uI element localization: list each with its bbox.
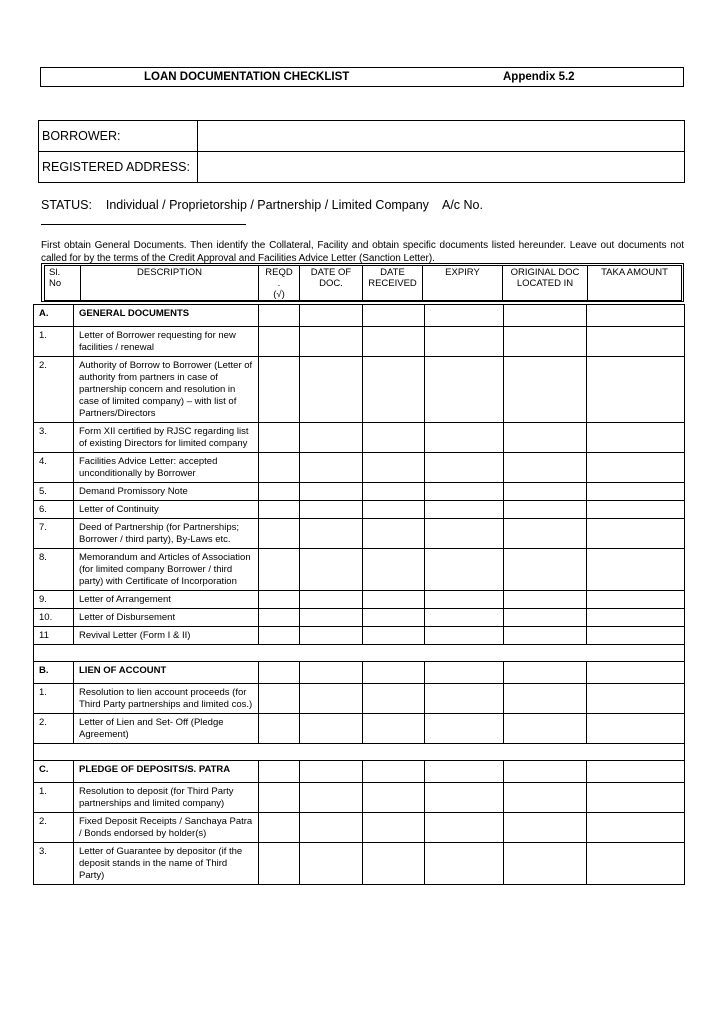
document-description: Deed of Partnership (for Partnerships; Borrower / third party), By-Laws etc.: [74, 519, 259, 549]
date-of-doc-cell[interactable]: [300, 327, 363, 357]
expiry-cell[interactable]: [425, 501, 504, 519]
col-header-original-doc: ORIGINAL DOC LOCATED IN: [503, 266, 588, 301]
col-header-expiry: EXPIRY: [423, 266, 503, 301]
taka-amount-cell[interactable]: [587, 783, 685, 813]
taka-amount-cell[interactable]: [587, 501, 685, 519]
expiry-cell[interactable]: [425, 423, 504, 453]
original-doc-cell[interactable]: [504, 783, 587, 813]
reqd-cell[interactable]: [259, 783, 300, 813]
serial-number: 4.: [34, 453, 74, 483]
reqd-cell[interactable]: [259, 423, 300, 453]
original-doc-cell[interactable]: [504, 453, 587, 483]
section-row: [34, 761, 685, 783]
date-received-cell: [363, 662, 425, 684]
serial-number: 1.: [34, 684, 74, 714]
table-row: [34, 843, 685, 885]
section-title: LIEN OF ACCOUNT: [74, 662, 259, 684]
expiry-cell[interactable]: [425, 327, 504, 357]
date-received-cell[interactable]: [363, 483, 425, 501]
spacer-row: [34, 744, 685, 761]
table-row: [34, 453, 685, 483]
document-description: Letter of Arrangement: [74, 591, 259, 609]
document-description: Letter of Guarantee by depositor (if the deposit stands in the name of Third Party): [74, 843, 259, 885]
borrower-label: BORROWER:: [39, 121, 198, 152]
date-received-cell[interactable]: [363, 501, 425, 519]
reqd-cell[interactable]: [259, 609, 300, 627]
checklist-header: [40, 67, 684, 87]
column-header-table: [44, 265, 682, 301]
taka-amount-cell[interactable]: [587, 714, 685, 744]
serial-number: 1.: [34, 327, 74, 357]
document-description: Memorandum and Articles of Association (for limited company Borrower / third party) with Certificate of Incorporation: [74, 549, 259, 591]
document-description: Form XII certified by RJSC regarding list of existing Directors for limited company: [74, 423, 259, 453]
table-row: [34, 684, 685, 714]
taka-amount-cell[interactable]: [587, 549, 685, 591]
document-description: Letter of Disbursement: [74, 609, 259, 627]
appendix-label: Appendix 5.2: [503, 71, 575, 83]
original-doc-cell: [504, 662, 587, 684]
expiry-cell: [425, 761, 504, 783]
original-doc-cell[interactable]: [504, 357, 587, 423]
spacer-row: [34, 645, 685, 662]
date-of-doc-cell: [300, 662, 363, 684]
table-row: [34, 714, 685, 744]
serial-number: 1.: [34, 783, 74, 813]
date-of-doc-cell[interactable]: [300, 783, 363, 813]
table-row: [34, 627, 685, 645]
expiry-cell: [425, 662, 504, 684]
reqd-cell[interactable]: [259, 357, 300, 423]
col-header-date-of-doc: DATE OF DOC.: [300, 266, 363, 301]
expiry-cell[interactable]: [425, 357, 504, 423]
serial-number: 2.: [34, 357, 74, 423]
original-doc-cell[interactable]: [504, 714, 587, 744]
table-row: [34, 549, 685, 591]
original-doc-cell[interactable]: [504, 627, 587, 645]
reqd-cell[interactable]: [259, 627, 300, 645]
expiry-cell[interactable]: [425, 627, 504, 645]
serial-number: 2.: [34, 714, 74, 744]
taka-amount-cell[interactable]: [587, 609, 685, 627]
document-description: Authority of Borrow to Borrower (Letter of authority from partners in case of partnership concern and resolution in case of limited company) – with list of Partners/Directors: [74, 357, 259, 423]
date-received-cell[interactable]: [363, 327, 425, 357]
taka-amount-cell[interactable]: [587, 357, 685, 423]
expiry-cell: [425, 305, 504, 327]
expiry-cell[interactable]: [425, 483, 504, 501]
date-received-cell[interactable]: [363, 714, 425, 744]
reqd-cell: [259, 761, 300, 783]
reqd-cell[interactable]: [259, 453, 300, 483]
original-doc-cell[interactable]: [504, 813, 587, 843]
section-letter: B.: [34, 662, 74, 684]
expiry-cell[interactable]: [425, 549, 504, 591]
document-description: Resolution to deposit (for Third Party partnerships and limited company): [74, 783, 259, 813]
original-doc-cell[interactable]: [504, 423, 587, 453]
reqd-cell[interactable]: [259, 684, 300, 714]
col-header-reqd: REQD . (√): [259, 266, 300, 301]
date-received-cell[interactable]: [363, 519, 425, 549]
taka-amount-cell[interactable]: [587, 627, 685, 645]
section-letter: C.: [34, 761, 74, 783]
taka-amount-cell[interactable]: [587, 519, 685, 549]
expiry-cell[interactable]: [425, 609, 504, 627]
expiry-cell[interactable]: [425, 591, 504, 609]
col-header-taka-amount: TAKA AMOUNT: [588, 266, 682, 301]
table-row: [34, 813, 685, 843]
date-of-doc-cell[interactable]: [300, 684, 363, 714]
original-doc-cell[interactable]: [504, 843, 587, 885]
table-row: [34, 519, 685, 549]
date-received-cell[interactable]: [363, 423, 425, 453]
section-row: [34, 305, 685, 327]
document-description: Letter of Continuity: [74, 501, 259, 519]
document-description: Demand Promissory Note: [74, 483, 259, 501]
taka-amount-cell: [587, 305, 685, 327]
document-description: Revival Letter (Form I & II): [74, 627, 259, 645]
table-row: [34, 483, 685, 501]
original-doc-cell[interactable]: [504, 609, 587, 627]
taka-amount-cell: [587, 761, 685, 783]
date-received-cell: [363, 761, 425, 783]
reqd-cell[interactable]: [259, 483, 300, 501]
date-received-cell: [363, 305, 425, 327]
status-label: STATUS:: [41, 198, 92, 212]
serial-number: 6.: [34, 501, 74, 519]
table-row: [34, 357, 685, 423]
expiry-cell[interactable]: [425, 453, 504, 483]
original-doc-cell[interactable]: [504, 519, 587, 549]
date-received-cell[interactable]: [363, 609, 425, 627]
reqd-cell[interactable]: [259, 501, 300, 519]
date-of-doc-cell[interactable]: [300, 609, 363, 627]
date-received-cell[interactable]: [363, 843, 425, 885]
reqd-cell[interactable]: [259, 714, 300, 744]
status-options: Individual / Proprietorship / Partnership / Limited Company: [105, 198, 429, 212]
table-row: [34, 501, 685, 519]
section-letter: A.: [34, 305, 74, 327]
date-of-doc-cell[interactable]: [300, 714, 363, 744]
serial-number: 2.: [34, 813, 74, 843]
original-doc-cell: [504, 761, 587, 783]
instructions-paragraph: First obtain General Documents. Then identify the Collateral, Facility and obtain specific documents listed hereunder. Leave out documents not called for by the terms of the Credit Approval and Facilities Advice Letter (Sanction Letter).: [41, 240, 684, 264]
date-of-doc-cell[interactable]: [300, 483, 363, 501]
reqd-cell: [259, 662, 300, 684]
account-number-label: A/c No.: [442, 198, 483, 212]
date-received-cell[interactable]: [363, 357, 425, 423]
reqd-cell[interactable]: [259, 813, 300, 843]
borrower-table: [38, 120, 685, 183]
serial-number: 3.: [34, 423, 74, 453]
date-of-doc-cell[interactable]: [300, 627, 363, 645]
registered-address-label: REGISTERED ADDRESS:: [39, 152, 198, 183]
serial-number: 7.: [34, 519, 74, 549]
taka-amount-cell[interactable]: [587, 453, 685, 483]
spacer-cell: [34, 645, 685, 662]
reqd-cell[interactable]: [259, 327, 300, 357]
taka-amount-cell[interactable]: [587, 483, 685, 501]
taka-amount-cell[interactable]: [587, 423, 685, 453]
taka-amount-cell[interactable]: [587, 843, 685, 885]
registered-address-field[interactable]: [198, 152, 685, 183]
table-row: [34, 327, 685, 357]
serial-number: 5.: [34, 483, 74, 501]
table-row: [34, 591, 685, 609]
serial-number: 11: [34, 627, 74, 645]
serial-number: 10.: [34, 609, 74, 627]
date-received-cell[interactable]: [363, 549, 425, 591]
expiry-cell[interactable]: [425, 714, 504, 744]
original-doc-cell[interactable]: [504, 549, 587, 591]
date-of-doc-cell[interactable]: [300, 549, 363, 591]
date-of-doc-cell[interactable]: [300, 813, 363, 843]
checklist-table: [33, 304, 685, 885]
serial-number: 9.: [34, 591, 74, 609]
table-row: [34, 423, 685, 453]
expiry-cell[interactable]: [425, 813, 504, 843]
table-row: [34, 609, 685, 627]
col-header-description: DESCRIPTION: [81, 266, 259, 301]
date-of-doc-cell[interactable]: [300, 453, 363, 483]
document-description: Letter of Lien and Set- Off (Pledge Agreement): [74, 714, 259, 744]
date-of-doc-cell[interactable]: [300, 591, 363, 609]
date-received-cell[interactable]: [363, 591, 425, 609]
taka-amount-cell[interactable]: [587, 327, 685, 357]
expiry-cell[interactable]: [425, 684, 504, 714]
taka-amount-cell[interactable]: [587, 591, 685, 609]
table-row: [34, 783, 685, 813]
date-of-doc-cell[interactable]: [300, 519, 363, 549]
section-title: PLEDGE OF DEPOSITS/S. PATRA: [74, 761, 259, 783]
date-received-cell[interactable]: [363, 783, 425, 813]
page-title: LOAN DOCUMENTATION CHECKLIST: [144, 71, 350, 83]
account-number-blank-line: [41, 224, 246, 225]
expiry-cell[interactable]: [425, 519, 504, 549]
borrower-field[interactable]: [198, 121, 685, 152]
reqd-cell[interactable]: [259, 591, 300, 609]
taka-amount-cell: [587, 662, 685, 684]
date-received-cell[interactable]: [363, 684, 425, 714]
date-of-doc-cell: [300, 305, 363, 327]
expiry-cell[interactable]: [425, 843, 504, 885]
date-received-cell[interactable]: [363, 627, 425, 645]
status-line: [41, 198, 483, 212]
date-of-doc-cell[interactable]: [300, 423, 363, 453]
document-description: Fixed Deposit Receipts / Sanchaya Patra / Bonds endorsed by holder(s): [74, 813, 259, 843]
serial-number: 3.: [34, 843, 74, 885]
reqd-cell[interactable]: [259, 519, 300, 549]
taka-amount-cell[interactable]: [587, 813, 685, 843]
original-doc-cell[interactable]: [504, 501, 587, 519]
reqd-cell[interactable]: [259, 843, 300, 885]
serial-number: 8.: [34, 549, 74, 591]
original-doc-cell: [504, 305, 587, 327]
original-doc-cell[interactable]: [504, 483, 587, 501]
spacer-cell: [34, 744, 685, 761]
document-description: Resolution to lien account proceeds (for Third Party partnerships and limited cos.): [74, 684, 259, 714]
expiry-cell[interactable]: [425, 783, 504, 813]
original-doc-cell[interactable]: [504, 591, 587, 609]
col-header-sl-no: Sl. No: [45, 266, 81, 301]
reqd-cell[interactable]: [259, 549, 300, 591]
original-doc-cell[interactable]: [504, 327, 587, 357]
document-description: Letter of Borrower requesting for new facilities / renewal: [74, 327, 259, 357]
section-row: [34, 662, 685, 684]
date-of-doc-cell[interactable]: [300, 501, 363, 519]
taka-amount-cell[interactable]: [587, 684, 685, 714]
date-of-doc-cell[interactable]: [300, 357, 363, 423]
date-received-cell[interactable]: [363, 453, 425, 483]
date-of-doc-cell: [300, 761, 363, 783]
date-received-cell[interactable]: [363, 813, 425, 843]
document-description: Facilities Advice Letter: accepted unconditionally by Borrower: [74, 453, 259, 483]
col-header-date-received: DATE RECEIVED: [363, 266, 423, 301]
reqd-cell: [259, 305, 300, 327]
original-doc-cell[interactable]: [504, 684, 587, 714]
section-title: GENERAL DOCUMENTS: [74, 305, 259, 327]
date-of-doc-cell[interactable]: [300, 843, 363, 885]
